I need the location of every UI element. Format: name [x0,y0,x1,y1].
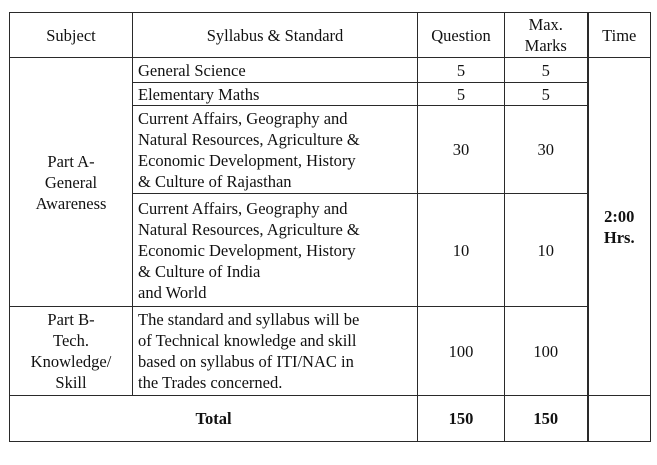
header-row [10,13,651,58]
question-cell: 100 [418,307,505,396]
total-label: Total [10,396,418,442]
max-marks-cell: 5 [505,83,588,106]
syllabus-cell: General Science [133,58,418,83]
syllabus-cell: The standard and syllabus will be of Technical knowledge and skill based on syllabus of ITI/NAC in the Trades concerned. [133,307,418,396]
max-marks-cell: 30 [505,106,588,194]
question-cell: 5 [418,83,505,106]
total-question: 150 [418,396,505,442]
question-cell: 5 [418,58,505,83]
syllabus-table [9,12,651,442]
header-question: Question [418,13,505,58]
max-marks-cell: 5 [505,58,588,83]
max-marks-cell: 100 [505,307,588,396]
table-row [10,307,651,396]
header-max-marks: Max. Marks [505,13,588,58]
time-cell: 2:00 Hrs. [588,58,651,396]
part-a-subject-cell: Part A- General Awareness [10,58,133,307]
total-max-marks: 150 [505,396,588,442]
total-time-empty [588,396,651,442]
syllabus-cell: Elementary Maths [133,83,418,106]
table-row [10,58,651,83]
syllabus-cell: Current Affairs, Geography and Natural Resources, Agriculture & Economic Development, History & Culture of India and World [133,194,418,307]
header-syllabus: Syllabus & Standard [133,13,418,58]
question-cell: 10 [418,194,505,307]
part-b-subject-cell: Part B- Tech. Knowledge/ Skill [10,307,133,396]
question-cell: 30 [418,106,505,194]
max-marks-cell: 10 [505,194,588,307]
header-subject: Subject [10,13,133,58]
syllabus-cell: Current Affairs, Geography and Natural Resources, Agriculture & Economic Development, History & Culture of Rajasthan [133,106,418,194]
total-row [10,396,651,442]
header-time: Time [588,13,651,58]
